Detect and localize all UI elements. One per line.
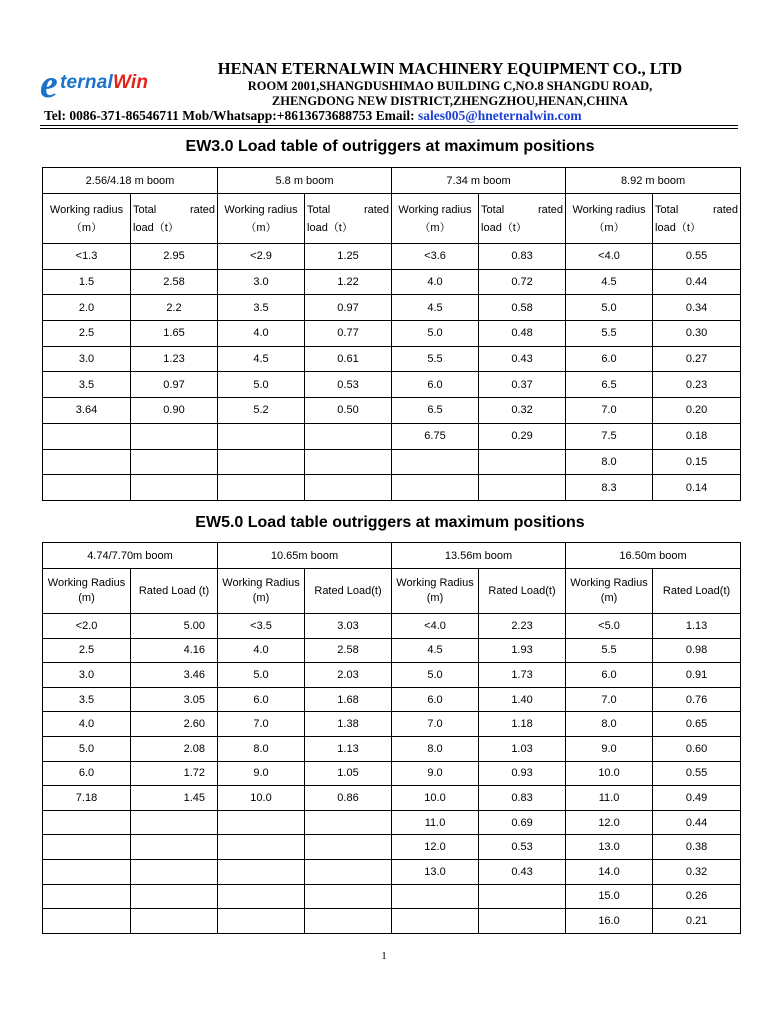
load-header (653, 194, 741, 244)
table-row (43, 712, 741, 737)
load-header (131, 194, 218, 244)
radius-cell: 6.0 (43, 761, 131, 786)
load-cell: 0.23 (653, 372, 741, 398)
load-cell: 1.25 (305, 244, 392, 270)
radius-cell: 11.0 (566, 786, 653, 811)
radius-cell (218, 810, 305, 835)
company-name: HENAN ETERNALWIN MACHINERY EQUIPMENT CO., LTD (217, 59, 683, 78)
radius-cell: 4.0 (218, 638, 305, 663)
radius-cell (43, 909, 131, 934)
radius-cell (43, 449, 131, 475)
radius-cell (43, 835, 131, 860)
radius-cell: 10.0 (392, 786, 479, 811)
radius-cell: 8.0 (566, 449, 653, 475)
load-header-word-b: rated (537, 203, 564, 216)
load-cell: 0.76 (653, 687, 741, 712)
radius-cell: 6.75 (392, 423, 479, 449)
radius-header-line-1: Working Radius (570, 577, 648, 589)
load-cell: 5.00 (131, 614, 218, 639)
radius-cell: 5.0 (392, 663, 479, 688)
load-cell (131, 423, 218, 449)
load-cell: 1.73 (479, 663, 566, 688)
load-cell: 0.43 (479, 346, 566, 372)
load-cell: 0.50 (305, 398, 392, 424)
load-cell: 3.46 (131, 663, 218, 688)
load-cell: 1.22 (305, 269, 392, 295)
table-row (43, 321, 741, 347)
load-cell (305, 909, 392, 934)
radius-cell: 4.0 (218, 321, 305, 347)
load-cell: 0.83 (479, 786, 566, 811)
radius-header-line-2: （m） (419, 221, 451, 234)
load-cell (305, 859, 392, 884)
table-row (43, 810, 741, 835)
radius-cell (392, 475, 479, 501)
radius-cell: 8.0 (392, 736, 479, 761)
column-header-row (43, 194, 741, 244)
radius-cell: 6.0 (566, 346, 653, 372)
radius-cell: 16.0 (566, 909, 653, 934)
load-header: Rated Load(t) (305, 569, 392, 614)
radius-cell: 7.5 (566, 423, 653, 449)
radius-header-line-2: （m） (593, 221, 625, 234)
load-cell: 2.58 (131, 269, 218, 295)
table-row (43, 859, 741, 884)
radius-header-line-2: (m) (426, 592, 444, 604)
load-cell: 0.83 (479, 244, 566, 270)
radius-cell: 3.64 (43, 398, 131, 424)
load-cell (131, 835, 218, 860)
letterhead-divider-top (40, 125, 738, 126)
table-row (43, 761, 741, 786)
contact-line (44, 108, 582, 124)
radius-header-line-2: （m） (245, 221, 277, 234)
radius-cell: 5.5 (392, 346, 479, 372)
radius-header-line-2: (m) (78, 592, 95, 604)
load-cell: 1.13 (653, 614, 741, 639)
radius-header-line-1: Working radius (224, 203, 298, 216)
load-header-line-1 (305, 201, 391, 219)
load-cell: 1.38 (305, 712, 392, 737)
load-cell: 0.32 (479, 398, 566, 424)
letterhead-divider-bottom (40, 128, 738, 129)
load-cell: 0.86 (305, 786, 392, 811)
radius-cell: <4.0 (392, 614, 479, 639)
load-cell (305, 449, 392, 475)
table-row (43, 663, 741, 688)
table-row (43, 372, 741, 398)
load-cell: 1.18 (479, 712, 566, 737)
radius-cell: 4.0 (43, 712, 131, 737)
load-header (305, 194, 392, 244)
load-header-line-2: load（t） (481, 221, 527, 234)
radius-cell: 10.0 (218, 786, 305, 811)
table2-title: EW5.0 Load table outriggers at maximum positions (195, 514, 585, 531)
load-cell: 0.72 (479, 269, 566, 295)
load-cell: 2.23 (479, 614, 566, 639)
contact-phones: Tel: 0086-371-86546711 Mob/Whatsapp:+8613673688753 Email: (44, 108, 418, 123)
radius-header-line-2: (m) (252, 592, 270, 604)
radius-cell (43, 475, 131, 501)
radius-cell: 7.0 (392, 712, 479, 737)
radius-cell: 15.0 (566, 884, 653, 909)
load-cell: 0.14 (653, 475, 741, 501)
load-cell (479, 475, 566, 501)
radius-cell: 5.0 (392, 321, 479, 347)
radius-header (392, 194, 479, 244)
radius-cell: 8.0 (218, 736, 305, 761)
load-cell: 0.38 (653, 835, 741, 860)
load-cell: 2.08 (131, 736, 218, 761)
load-cell (131, 810, 218, 835)
radius-header (43, 569, 131, 614)
radius-cell (43, 810, 131, 835)
radius-cell: 6.0 (218, 687, 305, 712)
table-row (43, 423, 741, 449)
radius-cell: 4.5 (392, 638, 479, 663)
load-cell: 1.40 (479, 687, 566, 712)
load-cell (305, 835, 392, 860)
boom-header: 2.56/4.18 m boom (43, 168, 218, 194)
radius-cell (43, 423, 131, 449)
load-cell: 0.34 (653, 295, 741, 321)
load-header: Rated Load(t) (479, 569, 566, 614)
radius-cell: 14.0 (566, 859, 653, 884)
radius-cell (218, 884, 305, 909)
boom-header: 8.92 m boom (566, 168, 741, 194)
load-cell (131, 884, 218, 909)
load-cell: 0.97 (131, 372, 218, 398)
load-cell: 1.68 (305, 687, 392, 712)
boom-header: 10.65m boom (218, 543, 392, 569)
radius-cell: 3.5 (43, 687, 131, 712)
load-header (479, 194, 566, 244)
load-cell: 0.55 (653, 761, 741, 786)
logo-e-mark: e (40, 61, 58, 106)
load-cell: 0.21 (653, 909, 741, 934)
load-cell: 0.44 (653, 810, 741, 835)
table-row (43, 269, 741, 295)
address-line-2: ZHENGDONG NEW DISTRICT,ZHENGZHOU,HENAN,CHINA (271, 94, 629, 108)
load-cell: 0.32 (653, 859, 741, 884)
load-cell: 0.97 (305, 295, 392, 321)
radius-cell: 8.0 (566, 712, 653, 737)
radius-header-line-2: （m） (70, 221, 103, 234)
radius-cell: 5.0 (43, 736, 131, 761)
radius-cell: 6.5 (392, 398, 479, 424)
radius-cell: 5.5 (566, 321, 653, 347)
logo-wordmark (60, 72, 148, 94)
table-row (43, 884, 741, 909)
load-cell: 3.03 (305, 614, 392, 639)
load-cell (131, 909, 218, 934)
radius-cell (218, 909, 305, 934)
load-header-word-b: rated (712, 203, 739, 216)
radius-cell: 5.0 (218, 663, 305, 688)
load-header-word-a: Total (307, 203, 331, 216)
radius-cell (218, 449, 305, 475)
load-cell: 0.77 (305, 321, 392, 347)
radius-cell: 6.0 (392, 687, 479, 712)
table-row (43, 909, 741, 934)
radius-cell: 3.0 (43, 346, 131, 372)
load-cell: 0.44 (653, 269, 741, 295)
load-cell: 0.43 (479, 859, 566, 884)
radius-cell: 13.0 (392, 859, 479, 884)
radius-cell: 4.5 (392, 295, 479, 321)
load-cell: 0.53 (479, 835, 566, 860)
radius-cell: 7.18 (43, 786, 131, 811)
load-cell: 1.03 (479, 736, 566, 761)
table-row (43, 835, 741, 860)
load-cell: 0.55 (653, 244, 741, 270)
radius-cell: 9.0 (392, 761, 479, 786)
radius-cell: 4.0 (392, 269, 479, 295)
contact-email[interactable]: sales005@hneternalwin.com (417, 108, 582, 123)
ew3-load-table (42, 167, 741, 501)
radius-cell: 3.5 (218, 295, 305, 321)
radius-cell: 10.0 (566, 761, 653, 786)
radius-cell: 9.0 (566, 736, 653, 761)
load-header-line-2: load（t） (655, 221, 701, 234)
radius-header (218, 569, 305, 614)
load-cell (131, 859, 218, 884)
radius-cell (218, 475, 305, 501)
radius-cell (392, 449, 479, 475)
load-header: Rated Load (t) (131, 569, 218, 614)
radius-header-line-1: Working Radius (222, 577, 300, 589)
radius-cell: 6.0 (392, 372, 479, 398)
radius-cell: 7.0 (566, 398, 653, 424)
load-cell: 0.30 (653, 321, 741, 347)
boom-header-row (43, 168, 741, 194)
table-row (43, 638, 741, 663)
table-row (43, 687, 741, 712)
load-cell: 0.20 (653, 398, 741, 424)
load-cell (131, 449, 218, 475)
load-cell (479, 449, 566, 475)
load-cell: 0.27 (653, 346, 741, 372)
radius-cell: 3.0 (218, 269, 305, 295)
radius-cell: 5.0 (566, 295, 653, 321)
table-row (43, 398, 741, 424)
radius-cell: 4.5 (218, 346, 305, 372)
load-cell: 0.49 (653, 786, 741, 811)
load-cell: 0.15 (653, 449, 741, 475)
load-header-line-2: load（t） (307, 221, 353, 234)
radius-cell: 3.5 (43, 372, 131, 398)
radius-cell: 7.0 (566, 687, 653, 712)
radius-cell (218, 423, 305, 449)
load-cell: 0.58 (479, 295, 566, 321)
load-cell: 0.53 (305, 372, 392, 398)
load-cell: 2.58 (305, 638, 392, 663)
radius-cell: 13.0 (566, 835, 653, 860)
radius-cell (43, 859, 131, 884)
load-header: Rated Load(t) (653, 569, 741, 614)
table-row (43, 475, 741, 501)
radius-cell: 3.0 (43, 663, 131, 688)
radius-cell (218, 859, 305, 884)
radius-cell: 5.0 (218, 372, 305, 398)
load-cell: 1.23 (131, 346, 218, 372)
boom-header: 16.50m boom (566, 543, 741, 569)
radius-cell: 6.5 (566, 372, 653, 398)
load-cell: 0.37 (479, 372, 566, 398)
radius-cell (392, 884, 479, 909)
radius-cell: 2.5 (43, 321, 131, 347)
load-header-line-1 (131, 201, 217, 219)
company-address (190, 79, 710, 109)
load-cell: 1.72 (131, 761, 218, 786)
radius-cell: 5.5 (566, 638, 653, 663)
load-cell (305, 423, 392, 449)
radius-cell: 9.0 (218, 761, 305, 786)
boom-header: 4.74/7.70m boom (43, 543, 218, 569)
load-cell (479, 909, 566, 934)
load-header-word-a: Total (655, 203, 679, 216)
load-header-line-1 (653, 201, 740, 219)
radius-cell: 11.0 (392, 810, 479, 835)
radius-cell: <1.3 (43, 244, 131, 270)
radius-cell: <2.9 (218, 244, 305, 270)
radius-cell: 2.5 (43, 638, 131, 663)
page-number: 1 (381, 950, 387, 962)
boom-header: 5.8 m boom (218, 168, 392, 194)
radius-cell (218, 835, 305, 860)
load-header-word-a: Total (133, 203, 157, 216)
radius-cell: <2.0 (43, 614, 131, 639)
load-cell: 0.91 (653, 663, 741, 688)
load-cell: 1.13 (305, 736, 392, 761)
table-row (43, 295, 741, 321)
load-cell (479, 884, 566, 909)
table1-title: EW3.0 Load table of outriggers at maximum positions (185, 138, 595, 155)
radius-cell (43, 884, 131, 909)
radius-cell: 12.0 (392, 835, 479, 860)
load-header-line-1 (479, 201, 565, 219)
radius-header (566, 569, 653, 614)
load-cell: 1.93 (479, 638, 566, 663)
radius-cell: 7.0 (218, 712, 305, 737)
load-cell (305, 884, 392, 909)
radius-header (392, 569, 479, 614)
load-cell: 0.93 (479, 761, 566, 786)
load-cell: 2.95 (131, 244, 218, 270)
radius-cell: <5.0 (566, 614, 653, 639)
boom-header: 7.34 m boom (392, 168, 566, 194)
radius-cell: 6.0 (566, 663, 653, 688)
radius-cell: <4.0 (566, 244, 653, 270)
load-cell: 2.03 (305, 663, 392, 688)
radius-cell: <3.6 (392, 244, 479, 270)
radius-header-line-1: Working radius (49, 203, 124, 216)
load-cell: 0.29 (479, 423, 566, 449)
load-cell: 0.60 (653, 736, 741, 761)
radius-cell: 8.3 (566, 475, 653, 501)
table-row (43, 449, 741, 475)
company-logo (40, 61, 190, 106)
load-cell: 1.45 (131, 786, 218, 811)
load-cell: 0.26 (653, 884, 741, 909)
radius-header (218, 194, 305, 244)
load-cell (305, 475, 392, 501)
load-cell (131, 475, 218, 501)
load-cell: 0.48 (479, 321, 566, 347)
radius-header (566, 194, 653, 244)
radius-header-line-1: Working radius (398, 203, 472, 216)
radius-cell: 5.2 (218, 398, 305, 424)
radius-cell (392, 909, 479, 934)
radius-cell: 12.0 (566, 810, 653, 835)
boom-header: 13.56m boom (392, 543, 566, 569)
load-header-word-a: Total (481, 203, 505, 216)
boom-header-row (43, 543, 741, 569)
radius-cell: 1.5 (43, 269, 131, 295)
load-cell: 0.98 (653, 638, 741, 663)
table-row (43, 736, 741, 761)
column-header-row (43, 569, 741, 614)
load-cell: 2.2 (131, 295, 218, 321)
radius-cell: <3.5 (218, 614, 305, 639)
load-cell: 2.60 (131, 712, 218, 737)
address-line-1: ROOM 2001,SHANGDUSHIMAO BUILDING C,NO.8 SHANGDU ROAD, (247, 79, 653, 93)
load-cell (305, 810, 392, 835)
radius-header (43, 194, 131, 244)
logo-wordmark-part-1: ternal (60, 72, 113, 93)
ew5-load-table (42, 542, 741, 934)
radius-cell: 4.5 (566, 269, 653, 295)
load-cell: 0.90 (131, 398, 218, 424)
radius-header-line-1: Working Radius (396, 577, 474, 589)
load-header-word-b: rated (363, 203, 390, 216)
table-row (43, 346, 741, 372)
radius-header-line-1: Working Radius (47, 577, 126, 589)
load-cell: 0.61 (305, 346, 392, 372)
load-cell: 0.65 (653, 712, 741, 737)
load-cell: 0.69 (479, 810, 566, 835)
load-cell: 1.05 (305, 761, 392, 786)
table-row (43, 786, 741, 811)
load-header-line-2: load（t） (133, 221, 179, 234)
table-row (43, 614, 741, 639)
load-cell: 0.18 (653, 423, 741, 449)
load-cell: 3.05 (131, 687, 218, 712)
radius-header-line-1: Working radius (572, 203, 646, 216)
radius-cell: 2.0 (43, 295, 131, 321)
load-header-word-b: rated (189, 203, 216, 216)
logo-wordmark-part-2: Win (112, 72, 149, 93)
load-cell: 1.65 (131, 321, 218, 347)
load-cell: 4.16 (131, 638, 218, 663)
table-row (43, 244, 741, 270)
radius-header-line-2: (m) (600, 592, 618, 604)
